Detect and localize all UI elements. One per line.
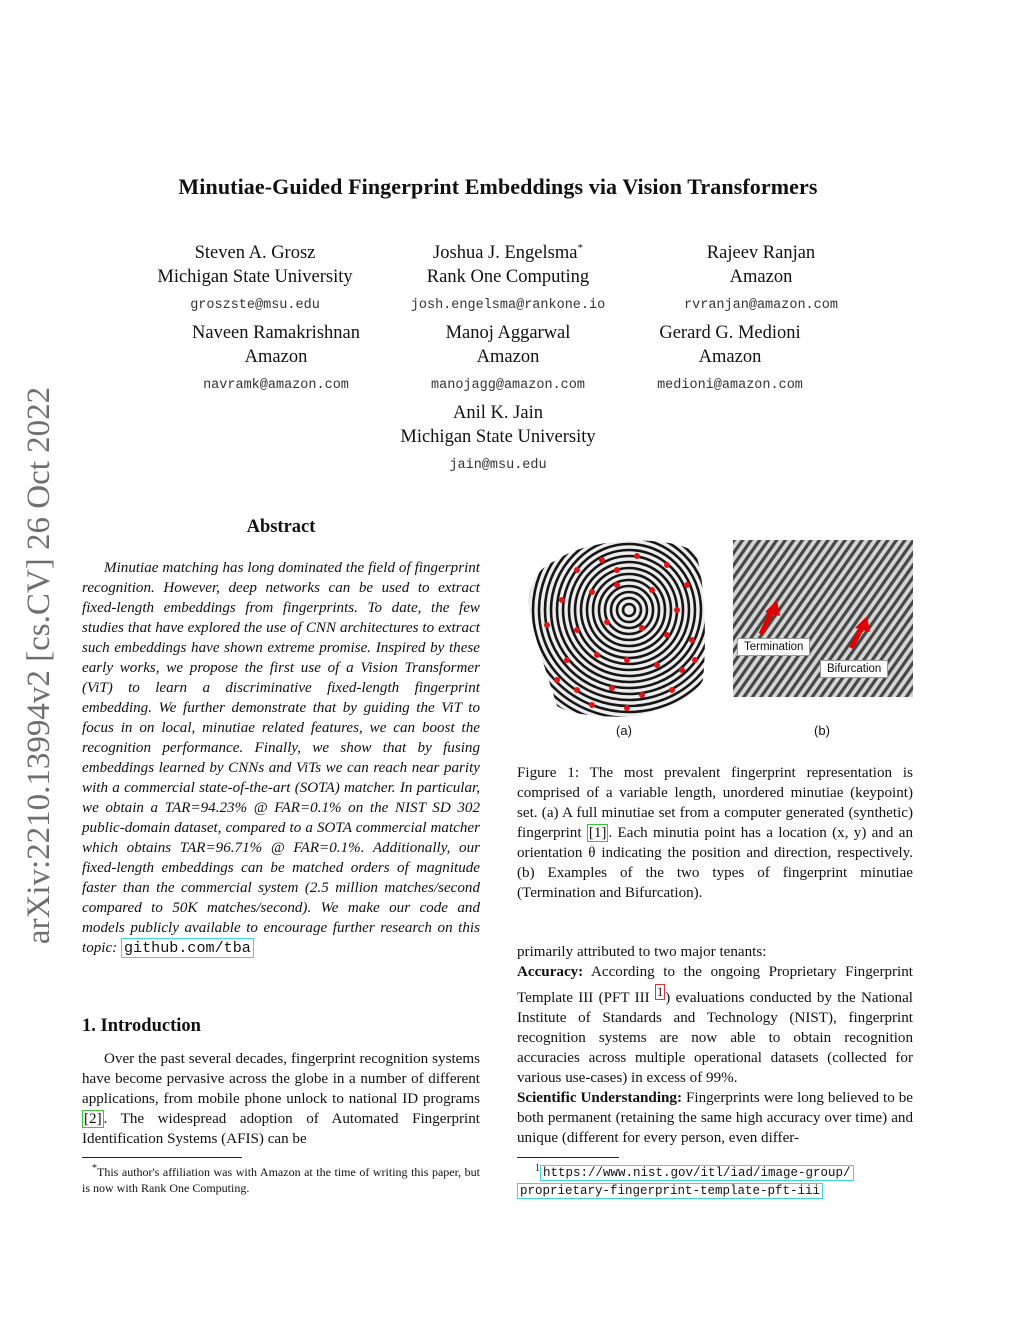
author-ramakrishnan	[146, 321, 406, 398]
arxiv-stamp-text: arXiv:2210.13994v2 [cs.CV] 26 Oct 2022	[21, 386, 58, 944]
fingerprint-image	[517, 530, 749, 730]
right-column-body	[517, 942, 913, 1148]
arxiv-stamp	[12, 360, 68, 970]
author-ranjan	[631, 241, 891, 318]
author-affiliation: Amazon	[729, 267, 793, 287]
author-name: Steven A. Grosz	[194, 243, 316, 263]
figure-1-graphic	[517, 530, 913, 745]
figure-citation-link[interactable]: [1]	[588, 825, 607, 841]
footnote-text: This author's affiliation was with Amazon at the time of writing this paper, but is now with Rank One Computing.	[82, 1165, 480, 1195]
author-name: Naveen Ramakrishnan	[192, 323, 360, 343]
accuracy-label: Accuracy:	[517, 964, 584, 980]
caption-text-continued: . Each minutia point has a location (x, y) and an orientation θ indicating the position and direction, respectively. (b) Examples of the two types of fingerprint minutiae (Termination and Bifurcation).	[517, 825, 913, 901]
footnote-ref-link[interactable]: 1	[656, 985, 664, 999]
intro-text: Over the past several decades, fingerprint recognition systems have become pervasive across the globe in a number of different applications, from mobile phone unlock to national ID programs	[82, 1051, 480, 1107]
intro-text-continued: . The widespread adoption of Automated Fingerprint Identification Systems (AFIS) can be	[82, 1111, 480, 1147]
citation-link[interactable]: [2]	[84, 1111, 102, 1127]
abstract-body	[82, 558, 480, 958]
termination-callout: Termination	[737, 638, 810, 656]
footnote-mark: *	[92, 1163, 97, 1174]
paper-title: Minutiae-Guided Fingerprint Embeddings via Vision Transformers	[178, 174, 818, 199]
footnote-left	[82, 1161, 480, 1196]
author-affiliation: Amazon	[476, 347, 540, 367]
author-grosz	[125, 241, 385, 318]
author-name: Gerard G. Medioni	[659, 323, 801, 343]
scientific-paragraph	[517, 1088, 913, 1148]
footnote-mark: 1	[535, 1163, 540, 1174]
abstract-heading: Abstract	[246, 517, 316, 537]
author-affiliation: Amazon	[698, 347, 762, 367]
footnote-rule-left	[82, 1157, 242, 1158]
author-aggarwal	[378, 321, 638, 398]
pft-url-link[interactable]: https://www.nist.gov/itl/iad/image-group/	[540, 1165, 854, 1181]
author-affiliation: Michigan State University	[400, 427, 596, 447]
footnote-url-row	[517, 1160, 917, 1182]
affiliation-mark: *	[577, 241, 583, 254]
author-name: Rajeev Ranjan	[706, 243, 816, 263]
introduction-body	[82, 1049, 480, 1149]
author-email[interactable]: rvranjan@amazon.com	[684, 298, 838, 313]
scientific-text: Fingerprints were long believed to be both permanent (retaining the same high accuracy over time) and unique (different for every person, even differ-	[517, 1090, 913, 1147]
author-name: Anil K. Jain	[453, 403, 543, 423]
author-email[interactable]: groszste@msu.edu	[190, 298, 320, 313]
scientific-label: Scientific Understanding:	[517, 1090, 682, 1107]
figure-caption	[517, 763, 913, 903]
author-medioni	[600, 321, 860, 398]
author-engelsma	[378, 241, 638, 318]
author-name: Manoj Aggarwal	[445, 323, 571, 343]
author-email[interactable]: manojagg@amazon.com	[431, 378, 585, 393]
code-link[interactable]: github.com/tba	[121, 938, 254, 958]
footnote-right	[517, 1160, 917, 1200]
abstract-text: Minutiae matching has long dominated the field of fingerprint recognition. However, deep networks can be used to extract fixed-length embeddings from fingerprints. To date, the few studies that have explored the use of CNN architectures to extract such embeddings have shown extreme promise. Inspired by these early works, we propose the first use of a Vision Transformer (ViT) to learn a discriminative fixed-length fingerprint embedding. We further demonstrate that by guiding the ViT to focus in on local, minutiae related features, we can boost the recognition performance. Finally, we show that by fusing embeddings learned by CNNs and ViTs we can reach near parity with a commercial state-of-the-art (SOTA) matcher. In particular, we obtain a TAR=94.23% @ FAR=0.1% on the NIST SD 302 public-domain dataset, compared to a SOTA commercial matcher which obtains TAR=96.71% @ FAR=0.1%. Additionally, our fixed-length embeddings can be matched orders of magnitude faster than the commercial system (2.5 million matches/second compared to 50K matches/second). We make our code and models publicly available to encourage further research on this topic:	[82, 560, 480, 956]
bifurcation-callout: Bifurcation	[820, 660, 888, 678]
accuracy-text: According to the ongoing Proprietary Fingerprint Template III (PFT III	[517, 964, 913, 1007]
introduction-heading: 1. Introduction	[82, 1016, 201, 1036]
accuracy-paragraph	[517, 962, 913, 1088]
accuracy-text-continued: ) evaluations conducted by the National Institute of Standards and Technology (NIST), fingerprint recognition systems are now able to obtain recognition accuracies across multiple operational datasets (collected for various use-cases) in excess of 99%.	[517, 990, 913, 1087]
author-affiliation: Rank One Computing	[426, 267, 590, 287]
author-affiliation: Michigan State University	[157, 267, 353, 287]
footnote-rule-right	[517, 1157, 619, 1158]
author-email[interactable]: josh.engelsma@rankone.io	[410, 298, 606, 313]
author-jain	[368, 401, 628, 478]
footnote-url-row-2	[517, 1182, 917, 1200]
lead-sentence: primarily attributed to two major tenants:	[517, 944, 767, 960]
pft-url-link-continued[interactable]: proprietary-fingerprint-template-pft-iii	[517, 1183, 823, 1199]
author-name-wrap	[378, 241, 638, 265]
author-name: Joshua J. Engelsma	[433, 243, 578, 263]
subfigure-label-b: (b)	[814, 723, 830, 738]
author-affiliation: Amazon	[244, 347, 308, 367]
author-email[interactable]: navramk@amazon.com	[203, 378, 349, 393]
figure-1	[517, 530, 913, 745]
author-email[interactable]: jain@msu.edu	[449, 458, 547, 473]
author-email[interactable]: medioni@amazon.com	[657, 378, 803, 393]
caption-text: Figure 1: The most prevalent fingerprint representation is comprised of a variable length, unordered minutiae (keypoint) set. (a) A full minutiae set from a computer generated (synthetic) fingerprint	[517, 765, 913, 841]
subfigure-label-a: (a)	[616, 723, 632, 738]
